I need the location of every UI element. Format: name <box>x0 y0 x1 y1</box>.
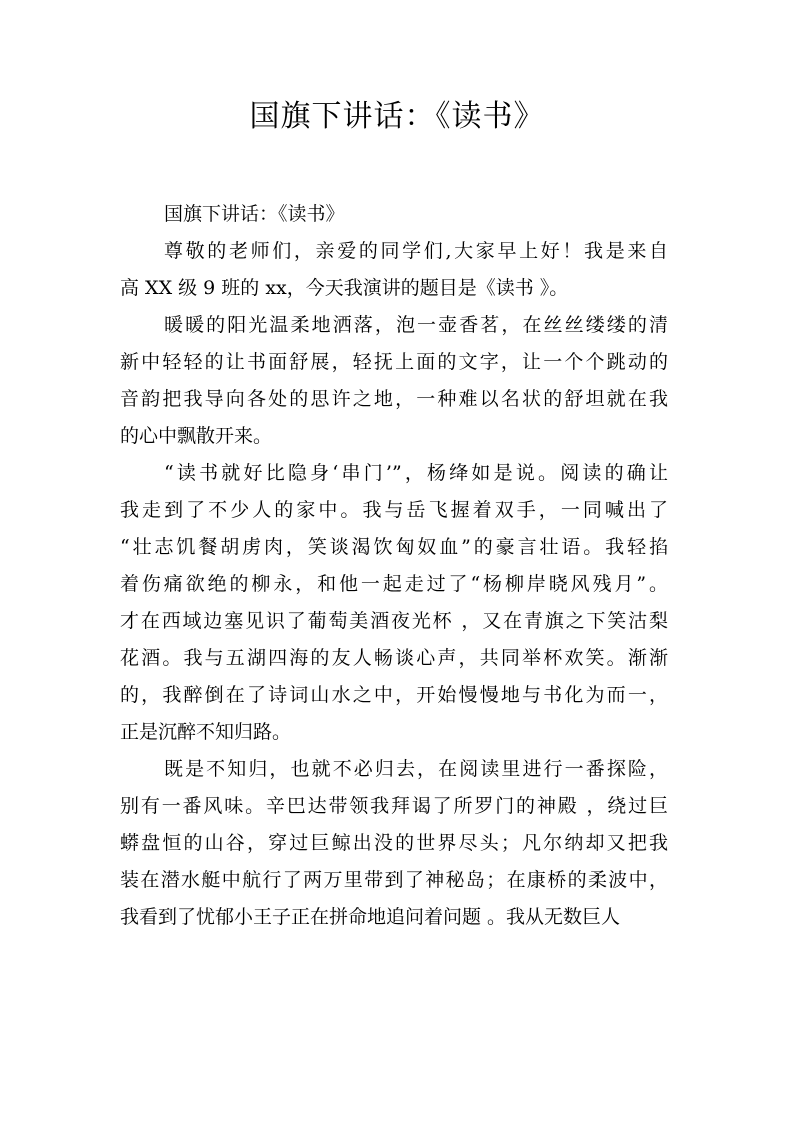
paragraph-visiting <box>120 455 668 751</box>
text-line: 尊敬的老师们，亲爱的同学们,大家早上好！我是来自 <box>164 240 668 262</box>
paragraph-greeting <box>120 233 668 307</box>
text-line: 的，我醉倒在了诗词山水之中，开始慢慢地与书化为而一， <box>120 684 668 706</box>
text-line: 装在潜水艇中航行了两万里带到了神秘岛；在康桥的柔波中， <box>120 869 668 891</box>
text-line: 高 XX 级 9 班的 xx，今天我演讲的题目是《读书 》。 <box>120 277 569 299</box>
text-line: 别有一番风味。辛巴达带领我拜谒了所罗门的神殿 ，绕过巨 <box>120 795 668 817</box>
text-line: 新中轻轻的让书面舒展，轻抚上面的文字，让一个个跳动的 <box>120 351 668 373</box>
text-line: 我看到了忧郁小王子正在拼命地追问着问题 。我从无数巨人 <box>120 906 621 928</box>
text-line: 既是不知归，也就不必归去，在阅读里进行一番探险， <box>164 758 668 780</box>
text-line: 正是沉醉不知归路。 <box>120 721 292 743</box>
text-line: 我走到了不少人的家中。我与岳飞握着双手，一同喊出了 <box>120 499 668 521</box>
text-line: 着伤痛欲绝的柳永，和他一起走过了“杨柳岸晓风残月”。 <box>120 573 668 595</box>
text-line: 暖暖的阳光温柔地洒落，泡一壶香茗，在丝丝缕缕的清 <box>164 314 668 336</box>
text-line: 音韵把我导向各处的思许之地，一种难以名状的舒坦就在我 <box>120 388 668 410</box>
text-line: “读书就好比隐身‘串门’”，杨绛如是说。阅读的确让 <box>164 462 668 484</box>
document-body <box>120 196 668 936</box>
text-line: 的心中飘散开来。 <box>120 425 273 447</box>
text-line: 蟒盘恒的山谷，穿过巨鲸出没的世界尽头；凡尔纳却又把我 <box>120 832 668 854</box>
text-line: 国旗下讲话：《读书》 <box>164 203 345 225</box>
paragraph-adventure <box>120 751 668 936</box>
text-line: “壮志饥餐胡虏肉，笑谈渴饮匈奴血”的豪言壮语。我轻掐 <box>120 536 668 558</box>
paragraph-subtitle <box>120 196 668 233</box>
document-title: 国旗下讲话：《读书》 <box>249 99 545 134</box>
text-line: 花酒。我与五湖四海的友人畅谈心声，共同举杯欢笑。渐渐 <box>120 647 668 669</box>
paragraph-sunlight <box>120 307 668 455</box>
text-line: 才在西域边塞见识了葡萄美酒夜光杯 ，又在青旗之下笑沽梨 <box>120 610 668 632</box>
